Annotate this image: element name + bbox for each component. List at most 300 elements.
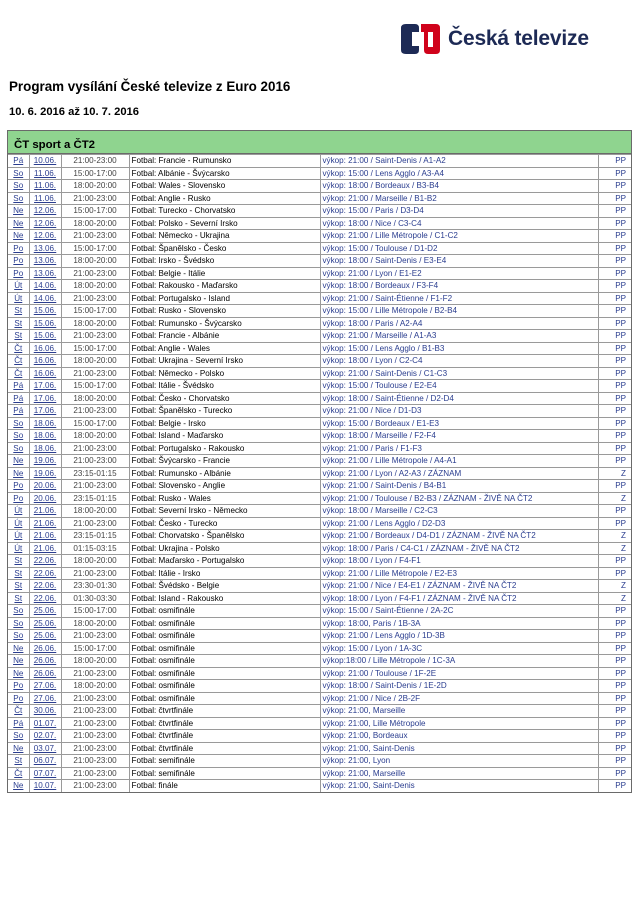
date-cell[interactable]: 13.06. [29, 242, 61, 255]
date-cell[interactable]: 21.06. [29, 542, 61, 555]
table-row [8, 455, 631, 468]
date-cell[interactable]: 26.06. [29, 667, 61, 680]
table-row [8, 205, 631, 218]
table-row [8, 230, 631, 243]
venue-cell: výkop: 18:00 / Saint-Étienne / D2-D4 [320, 392, 598, 405]
program-cell: Fotbal: Švýcarsko - Francie [129, 455, 320, 468]
day-cell[interactable]: Čt [8, 342, 29, 355]
code-cell: PP [598, 192, 631, 205]
time-cell: 21:00-23:00 [61, 292, 129, 305]
day-cell[interactable]: St [8, 567, 29, 580]
date-cell[interactable]: 11.06. [29, 167, 61, 180]
time-cell: 18:00-20:00 [61, 255, 129, 268]
code-cell: PP [598, 417, 631, 430]
table-row [8, 392, 631, 405]
code-cell: PP [598, 767, 631, 780]
time-cell: 18:00-20:00 [61, 680, 129, 693]
date-cell[interactable]: 21.06. [29, 505, 61, 518]
table-row [8, 592, 631, 605]
code-cell: PP [598, 680, 631, 693]
code-cell: PP [598, 292, 631, 305]
venue-cell: výkop: 21:00 / Saint-Étienne / F1-F2 [320, 292, 598, 305]
date-cell[interactable]: 26.06. [29, 655, 61, 668]
day-cell[interactable]: So [8, 605, 29, 618]
time-cell: 23:15-01:15 [61, 467, 129, 480]
venue-cell: výkop: 21:00 / Lyon / E1-E2 [320, 267, 598, 280]
ct-logo [398, 22, 589, 56]
program-cell: Fotbal: Island - Maďarsko [129, 430, 320, 443]
time-cell: 18:00-20:00 [61, 430, 129, 443]
date-cell[interactable]: 25.06. [29, 630, 61, 643]
venue-cell: výkop: 21:00 / Nice / D1-D3 [320, 405, 598, 418]
venue-cell: výkop: 15:00 / Bordeaux / E1-E3 [320, 417, 598, 430]
date-cell[interactable]: 27.06. [29, 680, 61, 693]
time-cell: 15:00-17:00 [61, 642, 129, 655]
table-row [8, 217, 631, 230]
code-cell: PP [598, 692, 631, 705]
table-row [8, 442, 631, 455]
time-cell: 18:00-20:00 [61, 217, 129, 230]
program-cell: Fotbal: Česko - Turecko [129, 517, 320, 530]
table-row [8, 605, 631, 618]
date-cell[interactable]: 17.06. [29, 405, 61, 418]
date-cell[interactable]: 12.06. [29, 230, 61, 243]
time-cell: 21:00-23:00 [61, 155, 129, 168]
venue-cell: výkop: 18:00 / Paris / C4-C1 / ZÁZNAM - ŽIVĚ NA ČT2 [320, 542, 598, 555]
venue-cell: výkop: 15:00 / Paris / D3-D4 [320, 205, 598, 218]
date-cell[interactable]: 21.06. [29, 517, 61, 530]
code-cell: PP [598, 367, 631, 380]
day-cell[interactable]: Po [8, 267, 29, 280]
table-row [8, 492, 631, 505]
program-cell: Fotbal: Wales - Slovensko [129, 180, 320, 193]
time-cell: 21:00-23:00 [61, 230, 129, 243]
time-cell: 23:15-01:15 [61, 492, 129, 505]
program-cell: Fotbal: Španělsko - Turecko [129, 405, 320, 418]
code-cell: PP [598, 155, 631, 168]
code-cell: PP [598, 330, 631, 343]
table-row [8, 680, 631, 693]
date-cell[interactable]: 22.06. [29, 555, 61, 568]
code-cell: PP [598, 430, 631, 443]
code-cell: PP [598, 555, 631, 568]
date-cell[interactable]: 21.06. [29, 530, 61, 543]
date-cell[interactable]: 18.06. [29, 430, 61, 443]
day-cell[interactable]: Pá [8, 392, 29, 405]
code-cell: PP [598, 642, 631, 655]
venue-cell: výkop: 15:00 / Toulouse / E2-E4 [320, 380, 598, 393]
date-cell[interactable]: 16.06. [29, 367, 61, 380]
date-cell[interactable]: 22.06. [29, 580, 61, 593]
program-cell: Fotbal: Portugalsko - Island [129, 292, 320, 305]
date-cell[interactable]: 13.06. [29, 267, 61, 280]
venue-cell: výkop: 18:00 / Saint-Denis / 1E-2D [320, 680, 598, 693]
day-cell[interactable]: Ne [8, 742, 29, 755]
table-row [8, 505, 631, 518]
day-cell[interactable]: Út [8, 280, 29, 293]
program-cell: Fotbal: Island - Rakousko [129, 592, 320, 605]
time-cell: 21:00-23:00 [61, 692, 129, 705]
broadcast-table [8, 154, 631, 792]
code-cell: PP [598, 180, 631, 193]
time-cell: 21:00-23:00 [61, 755, 129, 768]
code-cell: PP [598, 742, 631, 755]
program-cell: Fotbal: Rakousko - Maďarsko [129, 280, 320, 293]
day-cell[interactable]: So [8, 630, 29, 643]
time-cell: 21:00-23:00 [61, 367, 129, 380]
table-row [8, 717, 631, 730]
time-cell: 18:00-20:00 [61, 392, 129, 405]
date-cell[interactable]: 25.06. [29, 617, 61, 630]
venue-cell: výkop: 15:00 / Lens Agglo / A3-A4 [320, 167, 598, 180]
date-cell[interactable]: 22.06. [29, 567, 61, 580]
day-cell[interactable]: Út [8, 530, 29, 543]
day-cell[interactable]: So [8, 180, 29, 193]
code-cell: PP [598, 167, 631, 180]
time-cell: 15:00-17:00 [61, 167, 129, 180]
table-row [8, 617, 631, 630]
program-cell: Fotbal: osmifinále [129, 617, 320, 630]
program-cell: Fotbal: osmifinále [129, 655, 320, 668]
day-cell[interactable]: Út [8, 505, 29, 518]
program-cell: Fotbal: osmifinále [129, 605, 320, 618]
time-cell: 21:00-23:00 [61, 192, 129, 205]
table-row [8, 267, 631, 280]
date-cell[interactable]: 10.06. [29, 155, 61, 168]
day-cell[interactable]: Čt [8, 705, 29, 718]
date-cell[interactable]: 15.06. [29, 330, 61, 343]
day-cell[interactable]: Pá [8, 380, 29, 393]
date-cell[interactable]: 27.06. [29, 692, 61, 705]
program-cell: Fotbal: Portugalsko - Rakousko [129, 442, 320, 455]
table-row [8, 180, 631, 193]
date-cell[interactable]: 13.06. [29, 255, 61, 268]
date-cell[interactable]: 20.06. [29, 492, 61, 505]
code-cell: PP [598, 617, 631, 630]
day-cell[interactable]: St [8, 755, 29, 768]
date-cell[interactable]: 15.06. [29, 305, 61, 318]
venue-cell: výkop: 21:00 / Saint-Denis / C1-C3 [320, 367, 598, 380]
time-cell: 18:00-20:00 [61, 505, 129, 518]
day-cell[interactable]: Pá [8, 717, 29, 730]
program-cell: Fotbal: čtvrtfinále [129, 730, 320, 743]
day-cell[interactable]: Čt [8, 367, 29, 380]
day-cell[interactable]: Po [8, 255, 29, 268]
code-cell: PP [598, 455, 631, 468]
day-cell[interactable]: So [8, 192, 29, 205]
time-cell: 15:00-17:00 [61, 242, 129, 255]
table-row [8, 155, 631, 168]
code-cell: Z [598, 467, 631, 480]
code-cell: PP [598, 317, 631, 330]
table-row [8, 367, 631, 380]
table-row [8, 780, 631, 792]
day-cell[interactable]: Ne [8, 205, 29, 218]
date-cell[interactable]: 20.06. [29, 480, 61, 493]
venue-cell: výkop: 21:00 / Toulouse / B2-B3 / ZÁZNAM - ŽIVĚ NA ČT2 [320, 492, 598, 505]
time-cell: 21:00-23:00 [61, 730, 129, 743]
day-cell[interactable]: Ne [8, 780, 29, 792]
time-cell: 21:00-23:00 [61, 267, 129, 280]
time-cell: 21:00-23:00 [61, 517, 129, 530]
program-cell: Fotbal: osmifinále [129, 680, 320, 693]
day-cell[interactable]: Čt [8, 355, 29, 368]
program-cell: Fotbal: osmifinále [129, 667, 320, 680]
program-cell: Fotbal: Slovensko - Anglie [129, 480, 320, 493]
table-row [8, 642, 631, 655]
code-cell: Z [598, 580, 631, 593]
program-cell: Fotbal: Německo - Polsko [129, 367, 320, 380]
program-cell: Fotbal: Německo - Ukrajina [129, 230, 320, 243]
program-cell: Fotbal: Severní Irsko - Německo [129, 505, 320, 518]
time-cell: 21:00-23:00 [61, 667, 129, 680]
venue-cell: výkop: 21:00 / Lens Agglo / 1D-3B [320, 630, 598, 643]
date-cell[interactable]: 15.06. [29, 317, 61, 330]
program-cell: Fotbal: semifinále [129, 755, 320, 768]
code-cell: PP [598, 667, 631, 680]
day-cell[interactable]: Ne [8, 230, 29, 243]
time-cell: 18:00-20:00 [61, 655, 129, 668]
time-cell: 21:00-23:00 [61, 567, 129, 580]
venue-cell: výkop: 21:00 / Saint-Denis / B4-B1 [320, 480, 598, 493]
program-cell: Fotbal: Francie - Albánie [129, 330, 320, 343]
venue-cell: výkop: 18:00 / Lyon / F4-F1 / ZÁZNAM - ŽIVĚ NA ČT2 [320, 592, 598, 605]
ct-logo-icon [398, 22, 442, 56]
program-cell: Fotbal: semifinále [129, 767, 320, 780]
date-cell[interactable]: 26.06. [29, 642, 61, 655]
program-cell: Fotbal: finále [129, 780, 320, 792]
program-cell: Fotbal: Itálie - Irsko [129, 567, 320, 580]
channel-header: ČT sport a ČT2 [8, 131, 631, 154]
day-cell[interactable]: Út [8, 542, 29, 555]
time-cell: 18:00-20:00 [61, 280, 129, 293]
date-cell[interactable]: 12.06. [29, 205, 61, 218]
venue-cell: výkop: 21:00 / Nice / E4-E1 / ZÁZNAM - ŽIVĚ NA ČT2 [320, 580, 598, 593]
program-cell: Fotbal: Itálie - Švédsko [129, 380, 320, 393]
day-cell[interactable]: Čt [8, 767, 29, 780]
venue-cell: výkop: 21:00, Lyon [320, 755, 598, 768]
table-row [8, 655, 631, 668]
table-row [8, 317, 631, 330]
code-cell: PP [598, 217, 631, 230]
date-cell[interactable]: 30.06. [29, 705, 61, 718]
table-row [8, 517, 631, 530]
date-cell[interactable]: 03.07. [29, 742, 61, 755]
day-cell[interactable]: Ne [8, 217, 29, 230]
day-cell[interactable]: Po [8, 480, 29, 493]
day-cell[interactable]: St [8, 305, 29, 318]
venue-cell: výkop: 21:00, Marseille [320, 705, 598, 718]
venue-cell: výkop: 18:00 / Marseille / C2-C3 [320, 505, 598, 518]
code-cell: PP [598, 205, 631, 218]
day-cell[interactable]: Ne [8, 667, 29, 680]
time-cell: 15:00-17:00 [61, 605, 129, 618]
venue-cell: výkop:18:00 / Lille Métropole / 1C-3A [320, 655, 598, 668]
time-cell: 01:30-03:30 [61, 592, 129, 605]
time-cell: 21:00-23:00 [61, 480, 129, 493]
code-cell: Z [598, 542, 631, 555]
time-cell: 21:00-23:00 [61, 330, 129, 343]
table-row [8, 542, 631, 555]
date-cell[interactable]: 07.07. [29, 767, 61, 780]
date-range: 10. 6. 2016 až 10. 7. 2016 [9, 106, 140, 118]
table-row [8, 730, 631, 743]
table-row [8, 567, 631, 580]
venue-cell: výkop: 15:00 / Lyon / 1A-3C [320, 642, 598, 655]
code-cell: PP [598, 355, 631, 368]
code-cell: PP [598, 480, 631, 493]
day-cell[interactable]: Ne [8, 655, 29, 668]
table-row [8, 630, 631, 643]
program-cell: Fotbal: Polsko - Severní Irsko [129, 217, 320, 230]
day-cell[interactable]: So [8, 430, 29, 443]
day-cell[interactable]: Po [8, 492, 29, 505]
venue-cell: výkop: 18:00 / Nice / C3-C4 [320, 217, 598, 230]
time-cell: 18:00-20:00 [61, 180, 129, 193]
date-cell[interactable]: 25.06. [29, 605, 61, 618]
time-cell: 23:30-01:30 [61, 580, 129, 593]
day-cell[interactable]: So [8, 442, 29, 455]
date-cell[interactable]: 22.06. [29, 592, 61, 605]
table-row [8, 242, 631, 255]
code-cell: PP [598, 305, 631, 318]
time-cell: 18:00-20:00 [61, 555, 129, 568]
table-row [8, 280, 631, 293]
venue-cell: výkop: 21:00 / Paris / F1-F3 [320, 442, 598, 455]
venue-cell: výkop: 21:00, Lille Métropole [320, 717, 598, 730]
code-cell: PP [598, 655, 631, 668]
day-cell[interactable]: St [8, 330, 29, 343]
day-cell[interactable]: St [8, 317, 29, 330]
day-cell[interactable]: So [8, 730, 29, 743]
code-cell: Z [598, 492, 631, 505]
day-cell[interactable]: Ne [8, 467, 29, 480]
venue-cell: výkop: 21:00 / Toulouse / 1F-2E [320, 667, 598, 680]
code-cell: PP [598, 392, 631, 405]
table-row [8, 667, 631, 680]
program-cell: Fotbal: Chorvatsko - Španělsko [129, 530, 320, 543]
venue-cell: výkop: 15:00 / Lille Métropole / B2-B4 [320, 305, 598, 318]
time-cell: 21:00-23:00 [61, 705, 129, 718]
date-cell[interactable]: 16.06. [29, 342, 61, 355]
code-cell: PP [598, 230, 631, 243]
table-row [8, 167, 631, 180]
venue-cell: výkop: 21:00, Bordeaux [320, 730, 598, 743]
date-cell[interactable]: 18.06. [29, 417, 61, 430]
date-cell[interactable]: 06.07. [29, 755, 61, 768]
day-cell[interactable]: Po [8, 242, 29, 255]
code-cell: PP [598, 255, 631, 268]
day-cell[interactable]: Po [8, 680, 29, 693]
venue-cell: výkop: 21:00 / Nice / 2B-2F [320, 692, 598, 705]
date-cell[interactable]: 16.06. [29, 355, 61, 368]
schedule-table [7, 130, 632, 793]
venue-cell: výkop: 21:00 / Saint-Denis / A1-A2 [320, 155, 598, 168]
table-row [8, 480, 631, 493]
code-cell: PP [598, 267, 631, 280]
date-cell[interactable]: 11.06. [29, 192, 61, 205]
day-cell[interactable]: So [8, 617, 29, 630]
date-cell[interactable]: 14.06. [29, 292, 61, 305]
code-cell: PP [598, 717, 631, 730]
date-cell[interactable]: 10.07. [29, 780, 61, 792]
program-cell: Fotbal: Maďarsko - Portugalsko [129, 555, 320, 568]
table-row [8, 355, 631, 368]
time-cell: 15:00-17:00 [61, 380, 129, 393]
program-cell: Fotbal: Irsko - Švédsko [129, 255, 320, 268]
day-cell[interactable]: Út [8, 517, 29, 530]
date-cell[interactable]: 14.06. [29, 280, 61, 293]
day-cell[interactable]: Út [8, 292, 29, 305]
program-cell: Fotbal: Ukrajina - Polsko [129, 542, 320, 555]
date-cell[interactable]: 01.07. [29, 717, 61, 730]
program-cell: Fotbal: Albánie - Švýcarsko [129, 167, 320, 180]
program-cell: Fotbal: čtvrtfinále [129, 705, 320, 718]
code-cell: PP [598, 442, 631, 455]
day-cell[interactable]: Pá [8, 405, 29, 418]
table-row [8, 430, 631, 443]
table-row [8, 467, 631, 480]
code-cell: PP [598, 242, 631, 255]
code-cell: PP [598, 380, 631, 393]
day-cell[interactable]: So [8, 417, 29, 430]
day-cell[interactable]: St [8, 555, 29, 568]
program-cell: Fotbal: osmifinále [129, 630, 320, 643]
day-cell[interactable]: St [8, 592, 29, 605]
venue-cell: výkop: 21:00 / Lyon / A2-A3 / ZÁZNAM [320, 467, 598, 480]
program-cell: Fotbal: osmifinále [129, 692, 320, 705]
venue-cell: výkop: 18:00 / Marseille / F2-F4 [320, 430, 598, 443]
time-cell: 21:00-23:00 [61, 630, 129, 643]
table-row [8, 342, 631, 355]
date-cell[interactable]: 17.06. [29, 392, 61, 405]
table-row [8, 380, 631, 393]
venue-cell: výkop: 15:00 / Lens Agglo / B1-B3 [320, 342, 598, 355]
program-cell: Fotbal: Rusko - Wales [129, 492, 320, 505]
time-cell: 15:00-17:00 [61, 342, 129, 355]
date-cell[interactable]: 18.06. [29, 442, 61, 455]
time-cell: 18:00-20:00 [61, 317, 129, 330]
program-cell: Fotbal: Francie - Rumunsko [129, 155, 320, 168]
date-cell[interactable]: 12.06. [29, 217, 61, 230]
code-cell: PP [598, 705, 631, 718]
venue-cell: výkop: 15:00 / Toulouse / D1-D2 [320, 242, 598, 255]
day-cell[interactable]: Pá [8, 155, 29, 168]
date-cell[interactable]: 19.06. [29, 455, 61, 468]
date-cell[interactable]: 17.06. [29, 380, 61, 393]
day-cell[interactable]: Ne [8, 455, 29, 468]
venue-cell: výkop: 18:00 / Lyon / C2-C4 [320, 355, 598, 368]
day-cell[interactable]: St [8, 580, 29, 593]
date-cell[interactable]: 02.07. [29, 730, 61, 743]
table-row [8, 580, 631, 593]
program-cell: Fotbal: čtvrtfinále [129, 717, 320, 730]
program-cell: Fotbal: Belgie - Irsko [129, 417, 320, 430]
day-cell[interactable]: So [8, 167, 29, 180]
day-cell[interactable]: Po [8, 692, 29, 705]
time-cell: 18:00-20:00 [61, 355, 129, 368]
date-cell[interactable]: 11.06. [29, 180, 61, 193]
table-row [8, 405, 631, 418]
venue-cell: výkop: 21:00, Saint-Denis [320, 780, 598, 792]
date-cell[interactable]: 19.06. [29, 467, 61, 480]
venue-cell: výkop: 21:00 / Lille Métropole / E2-E3 [320, 567, 598, 580]
venue-cell: výkop: 18:00 / Saint-Denis / E3-E4 [320, 255, 598, 268]
day-cell[interactable]: Ne [8, 642, 29, 655]
time-cell: 21:00-23:00 [61, 767, 129, 780]
program-cell: Fotbal: Rusko - Slovensko [129, 305, 320, 318]
venue-cell: výkop: 21:00 / Lille Métropole / A4-A1 [320, 455, 598, 468]
